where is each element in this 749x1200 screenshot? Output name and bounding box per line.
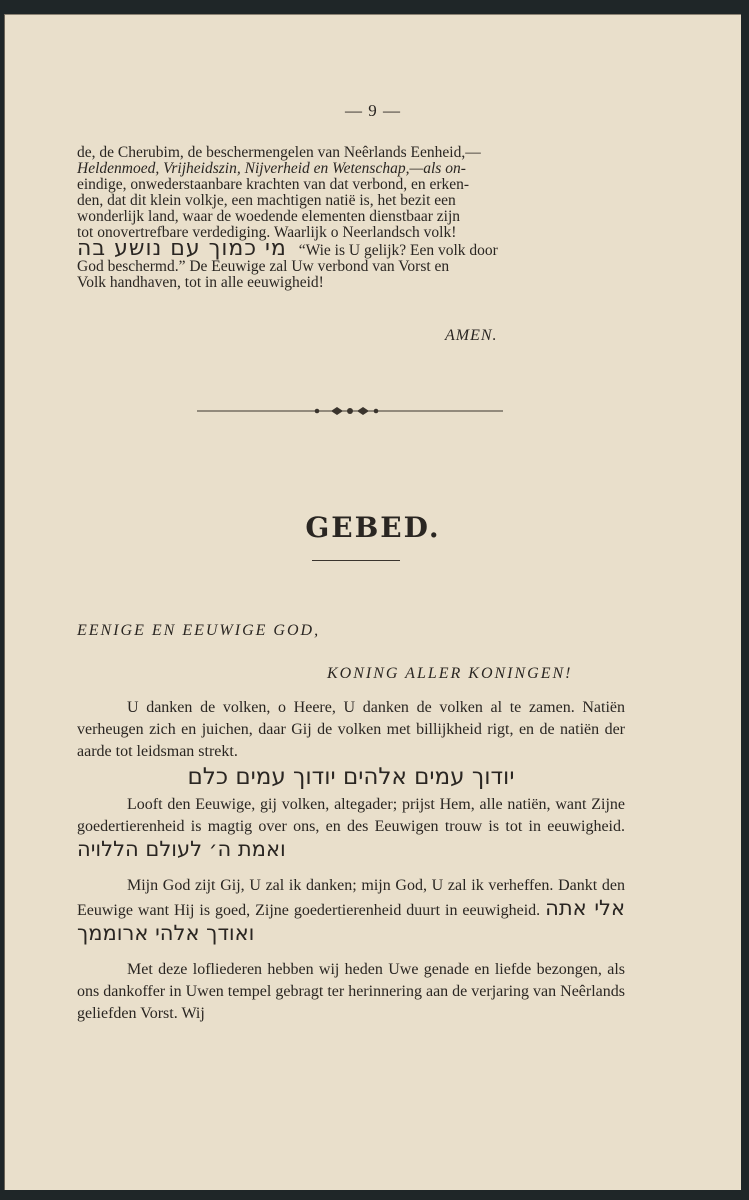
text-line: de, de Cherubim, de beschermengelen van Neêrlands Eenheid,— (77, 144, 481, 161)
page-number: — 9 — (345, 101, 401, 120)
paragraph-2 (77, 794, 625, 863)
paragraph-3 (77, 875, 625, 947)
amen-signoff: AMEN. (445, 327, 498, 344)
text-line: God beschermd.” De Eeuwige zal Uw verbond van Vorst en (77, 258, 450, 275)
text-line: den, dat dit klein volkje, een machtigen natië is, het bezit een (77, 192, 456, 209)
page-title: GEBED. (305, 511, 441, 544)
text-fragment: “Wie is U gelijk? Een volk door (298, 242, 498, 259)
paragraph-2-text: Looft den Eeuwige, gij volken, altegader; prijst Hem, alle natiën, want Zijne goedertierenheid is magtig over ons, en des Eeuwigen trouw is tot in eeuwigheid. (77, 796, 625, 835)
text-line: eindige, onwederstaanbare krachten van dat verbond, en erken- (77, 176, 470, 193)
hebrew-verse: מי כמוך עם נושע בה (77, 236, 287, 261)
top-text-block (77, 145, 625, 291)
paragraph-3-text: Mijn God zijt Gij, U zal ik danken; mijn God, U zal ik verheffen. Dankt den Eeuwige want Hij is goed, Zijne goedertierenheid duurt in eeuwigheid. (77, 877, 625, 919)
hebrew-verse: ואמת ה׳ לעולם הללויה (77, 837, 286, 861)
paragraph-1: U danken de volken, o Heere, U danken de volken al te zamen. Natiën verheugen zich en juichen, daar Gij de volken met billijkheid rigt, en de natiën der aarde tot leidsman strekt. (77, 699, 625, 760)
divider-ornament (197, 405, 503, 417)
text-line: Heldenmoed, Vrijheidszin, Nijverheid en Wetenschap,—als on- (77, 160, 466, 177)
title-underline (312, 560, 400, 561)
text-line: wonderlijk land, waar de woedende elementen dienstbaar zijn (77, 208, 461, 225)
paragraph-4: Met deze lofliederen hebben wij heden Uwe genade en liefde bezongen, als ons dankoffer in Uwen tempel gebragt ter herinnering aan de verjaring van Neêrlands geliefden Vorst. Wij (77, 961, 625, 1022)
hebrew-verse: יודוך עמים אלהים יודוך עמים כלם (187, 764, 515, 790)
text-line: Volk handhaven, tot in alle eeuwigheid! (77, 274, 324, 291)
salutation-line-2: KONING ALLER KONINGEN! (327, 665, 573, 682)
hebrew-verse: אלי אתה ואודך אלהי ארוממך (77, 896, 626, 945)
book-page (4, 14, 741, 1190)
salutation-line-1: EENIGE EN EEUWIGE GOD, (77, 622, 321, 639)
text-line: tot onovertrefbare verdediging. Waarlijk o Neerlandsch volk! (77, 224, 457, 241)
prayer-body (77, 697, 625, 1025)
text-line-with-hebrew (77, 236, 625, 261)
